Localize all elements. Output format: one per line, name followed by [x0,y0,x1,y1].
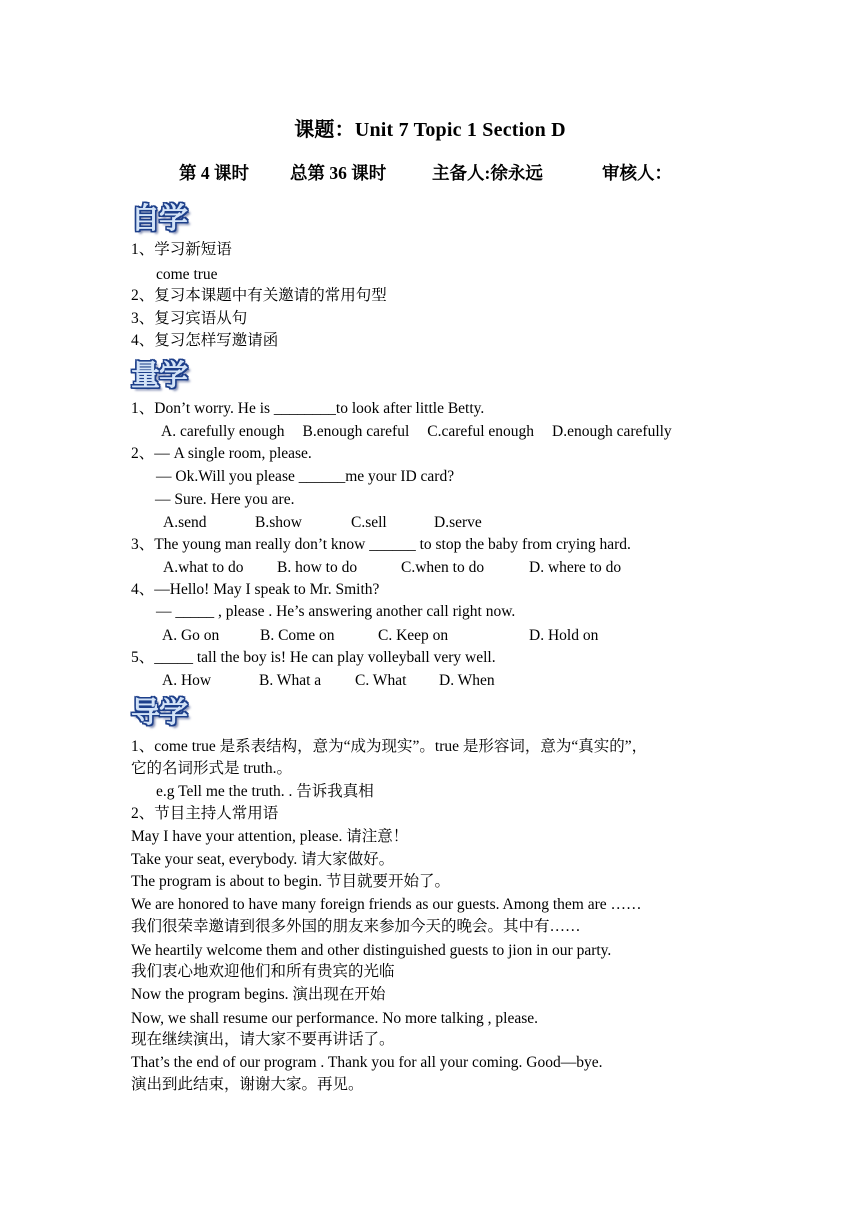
guide-line: 它的名词形式是 truth.。 [131,760,293,777]
option: A.what to do [163,559,244,576]
guide-line: The program is about to begin. 节目就要开始了。 [131,873,450,890]
option: D. When [439,672,495,689]
guide-line: Take your seat, everybody. 请大家做好。 [131,851,395,868]
option: C. What [355,672,407,689]
question-3-stem: 3、The young man really don’t know ______ to stop the baby from crying hard. [131,536,631,553]
banner-practice: 量学 [131,358,188,392]
option: B. Come on [260,627,335,644]
question-2-options [163,513,482,533]
guide-line: We are honored to have many foreign friends as our guests. Among them are …… [131,896,642,913]
option: A. How [162,672,212,689]
option: C.when to do [401,559,485,576]
option: A. carefully enough [161,423,285,440]
banner-self-study: 自学 [131,201,188,235]
preparer: 主备人:徐永远 [432,163,543,183]
guide-line: 我们衷心地欢迎他们和所有贵宾的光临 [131,963,395,980]
question-2-stem: 2、— A single room, please. [131,445,312,462]
option: B.show [255,514,302,531]
question-2-line-2: — Ok.Will you please ______me your ID card? [156,468,455,485]
option: A.send [163,514,207,531]
guide-line: May I have your attention, please. 请注意！ [131,828,409,845]
guide-line: 1、come true 是系表结构，意为“成为现实”。true 是形容词，意为“真实的”， [131,738,648,755]
page-title: 课题：Unit 7 Topic 1 Section D [294,119,566,141]
self-item-4: 4、复习怎样写邀请函 [131,332,279,349]
self-item-1: 1、学习新短语 [131,241,232,258]
banner-guide: 导学 [131,695,188,729]
option: D.serve [434,514,482,531]
option: A. Go on [162,627,220,644]
option: B. how to do [277,559,358,576]
question-4-options [162,626,598,646]
guide-line: 2、节目主持人常用语 [131,805,279,822]
question-4-stem: 4、—Hello! May I speak to Mr. Smith? [131,581,380,598]
guide-line: Now the program begins. 演出现在开始 [131,986,386,1003]
total-lesson-number: 总第 36 课时 [290,163,387,183]
guide-line: Now, we shall resume our performance. No more talking , please. [131,1010,539,1027]
self-item-phrase: come true [156,266,218,283]
question-1-options [161,422,672,442]
self-item-3: 3、复习宾语从句 [131,310,248,327]
guide-line: We heartily welcome them and other distinguished guests to jion in our party. [131,942,612,959]
option: D.enough carefully [552,423,672,440]
option: B. What a [259,672,322,689]
option: C.sell [351,514,387,531]
question-3-options [163,558,621,578]
guide-line: 现在继续演出，请大家不要再讲话了。 [131,1031,395,1048]
option: C. Keep on [378,627,449,644]
option: C.careful enough [427,423,535,440]
reviewer: 审核人： [602,163,672,183]
self-item-2: 2、复习本课题中有关邀请的常用句型 [131,287,387,304]
option: D. Hold on [529,627,599,644]
option: B.enough careful [302,423,410,440]
question-1-stem: 1、Don’t worry. He is ________to look after little Betty. [131,400,485,417]
question-4-line-2: — _____ , please . He’s answering another call right now. [156,603,516,620]
guide-line: 演出到此结束，谢谢大家。再见。 [131,1076,364,1093]
question-2-line-3: — Sure. Here you are. [155,491,295,508]
guide-line: e.g Tell me the truth. . 告诉我真相 [156,783,374,800]
guide-line: 我们很荣幸邀请到很多外国的朋友来参加今天的晚会。其中有…… [131,918,581,935]
lesson-number: 第 4 课时 [179,163,249,183]
question-5-options [162,671,495,691]
guide-line: That’s the end of our program . Thank you for all your coming. Good—bye. [131,1054,603,1071]
option: D. where to do [529,559,622,576]
question-5-stem: 5、_____ tall the boy is! He can play volleyball very well. [131,649,496,666]
